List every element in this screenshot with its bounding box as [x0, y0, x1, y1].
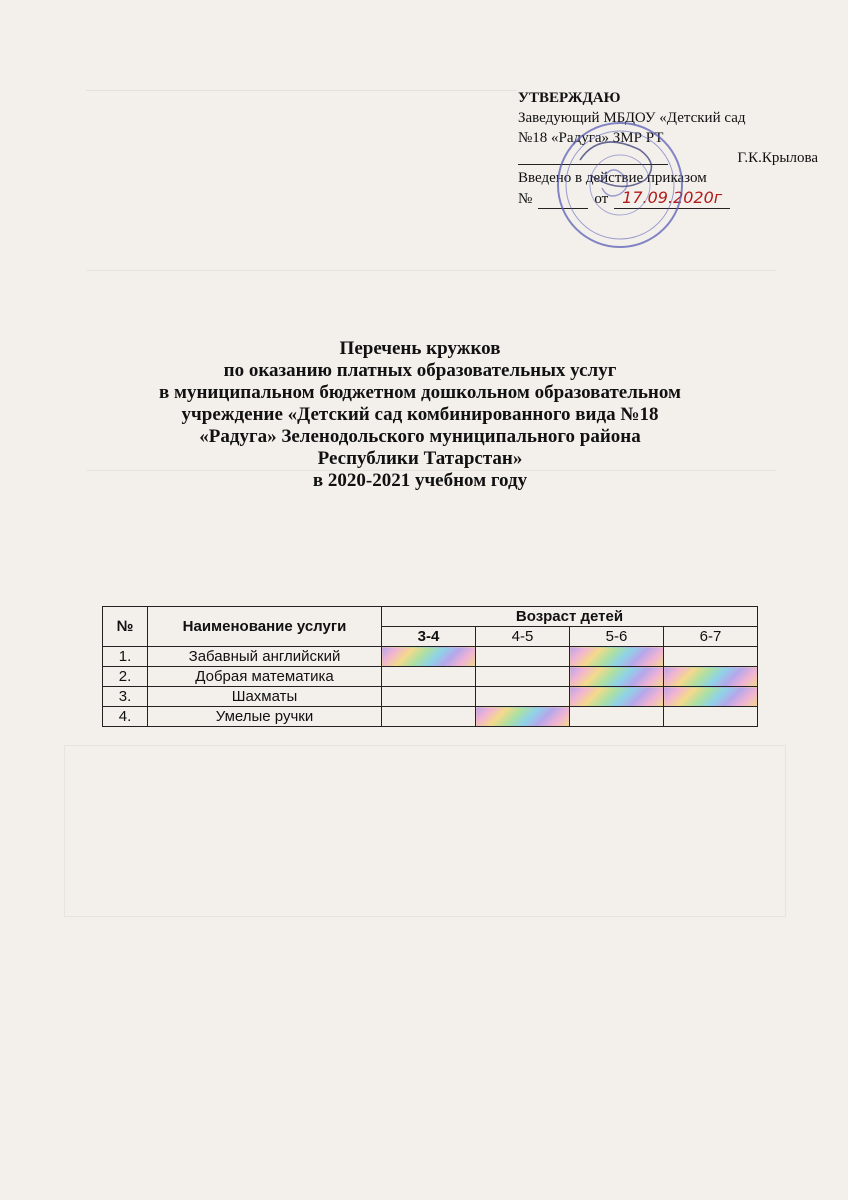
title-line: Республики Татарстан» — [317, 448, 523, 469]
title-line: учреждение «Детский сад комбинированного вида №18 — [181, 404, 659, 425]
col-number-header: № — [103, 607, 148, 647]
service-name: Умелые ручки — [148, 707, 382, 727]
bleed-through-line — [86, 270, 776, 271]
approval-heading: УТВЕРЖДАЮ — [518, 90, 621, 106]
service-name: Шахматы — [148, 687, 382, 707]
age-header: 4-5 — [476, 627, 570, 647]
age-cell — [382, 687, 476, 707]
col-age-header: Возраст детей — [382, 607, 758, 627]
age-header: 6-7 — [664, 627, 758, 647]
order-date: 17.09.2020г — [614, 188, 730, 209]
age-cell — [664, 647, 758, 667]
approval-position: Заведующий МБДОУ «Детский сад — [518, 110, 746, 126]
table-row — [103, 687, 758, 707]
title-line: по оказанию платных образовательных услуг — [223, 360, 617, 381]
signatory-name: Г.К.Крылова — [737, 150, 818, 166]
row-number: 1. — [103, 647, 148, 667]
age-cell-marked — [382, 647, 476, 667]
order-number-label: № — [518, 191, 533, 207]
title-line: в муниципальном бюджетном дошкольном образовательном — [159, 382, 681, 403]
bleed-through-table — [64, 745, 786, 917]
age-cell-marked — [664, 667, 758, 687]
col-service-header: Наименование услуги — [148, 607, 382, 647]
title-line: Перечень кружков — [339, 338, 501, 359]
age-cell — [476, 667, 570, 687]
age-cell — [382, 667, 476, 687]
row-number: 2. — [103, 667, 148, 687]
age-cell — [382, 707, 476, 727]
age-cell-marked — [476, 707, 570, 727]
age-cell — [476, 647, 570, 667]
age-cell — [570, 707, 664, 727]
header-row — [103, 607, 758, 627]
order-from-label: от — [594, 191, 609, 207]
document-title — [100, 338, 740, 492]
age-header: 3-4 — [382, 627, 476, 647]
age-cell-marked — [570, 667, 664, 687]
table-row — [103, 647, 758, 667]
age-cell — [476, 687, 570, 707]
title-line: в 2020-2021 учебном году — [312, 470, 528, 491]
title-line: «Радуга» Зеленодольского муниципального района — [199, 426, 641, 447]
age-cell-marked — [570, 647, 664, 667]
service-name: Добрая математика — [148, 667, 382, 687]
table-row — [103, 707, 758, 727]
approval-organization: №18 «Радуга» ЗМР РТ — [518, 130, 664, 146]
age-cell-marked — [664, 687, 758, 707]
clubs-table — [102, 606, 758, 727]
age-cell-marked — [570, 687, 664, 707]
table-row — [103, 667, 758, 687]
row-number: 3. — [103, 687, 148, 707]
age-cell — [664, 707, 758, 727]
row-number: 4. — [103, 707, 148, 727]
service-name: Забавный английский — [148, 647, 382, 667]
official-stamp — [540, 110, 690, 260]
bleed-through-line — [86, 90, 516, 91]
order-intro: Введено в действие приказом — [518, 170, 707, 186]
age-header: 5-6 — [570, 627, 664, 647]
